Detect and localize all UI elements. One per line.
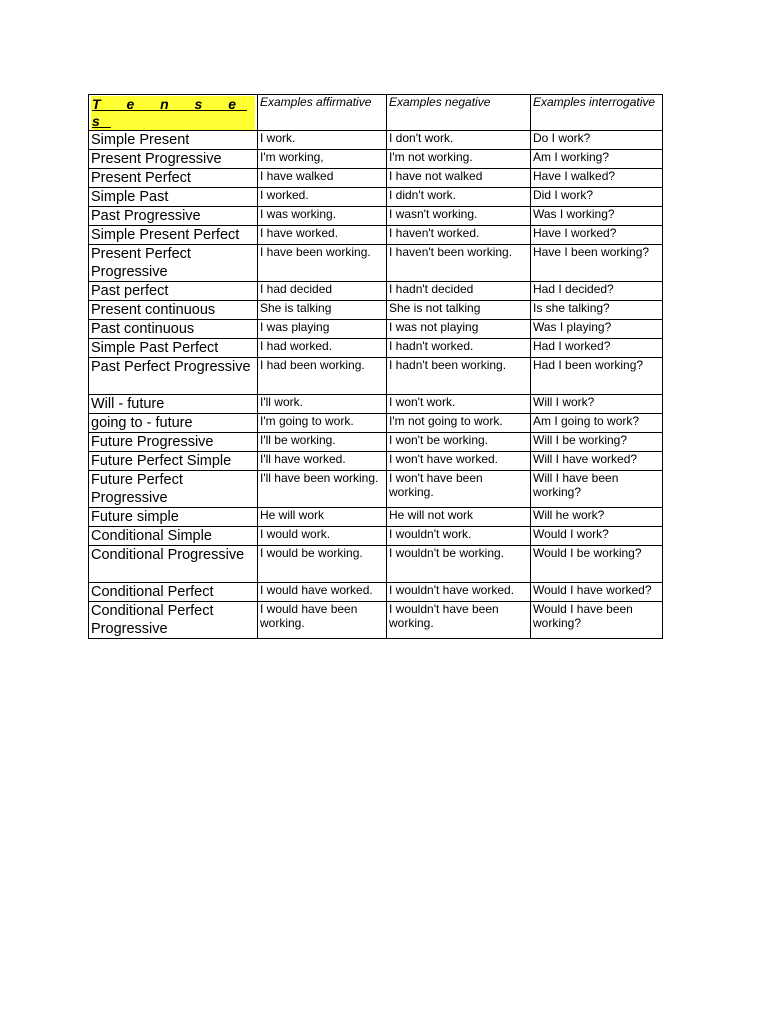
example-affirmative: I would be working. xyxy=(258,546,387,583)
tense-name: Future Perfect Simple xyxy=(89,452,258,471)
example-interrogative: Had I been working? xyxy=(531,358,663,395)
example-affirmative: I'll have worked. xyxy=(258,452,387,471)
example-affirmative: I was playing xyxy=(258,320,387,339)
example-affirmative: I'll work. xyxy=(258,395,387,414)
table-header-row xyxy=(89,95,663,131)
tense-name: Past perfect xyxy=(89,282,258,301)
table-row xyxy=(89,583,663,602)
tense-name: Future simple xyxy=(89,508,258,527)
example-affirmative: I worked. xyxy=(258,188,387,207)
example-negative: I wouldn't have worked. xyxy=(387,583,531,602)
example-affirmative: I work. xyxy=(258,131,387,150)
table-row xyxy=(89,527,663,546)
table-row xyxy=(89,301,663,320)
tense-name: Conditional Perfect Progressive xyxy=(89,602,258,639)
table-row xyxy=(89,358,663,395)
example-affirmative: I would work. xyxy=(258,527,387,546)
example-interrogative: Have I worked? xyxy=(531,226,663,245)
example-interrogative: Would I work? xyxy=(531,527,663,546)
example-negative: She is not talking xyxy=(387,301,531,320)
header-negative: Examples negative xyxy=(387,95,531,131)
table-row xyxy=(89,339,663,358)
tense-name: Simple Past xyxy=(89,188,258,207)
example-negative: I won't have worked. xyxy=(387,452,531,471)
tense-name: Simple Present Perfect xyxy=(89,226,258,245)
example-interrogative: Would I have worked? xyxy=(531,583,663,602)
example-negative: I'm not working. xyxy=(387,150,531,169)
example-affirmative: I have walked xyxy=(258,169,387,188)
example-affirmative: I had been working. xyxy=(258,358,387,395)
example-interrogative: Do I work? xyxy=(531,131,663,150)
table-row xyxy=(89,188,663,207)
example-affirmative: He will work xyxy=(258,508,387,527)
example-negative: I won't work. xyxy=(387,395,531,414)
table-row xyxy=(89,245,663,282)
example-negative: I won't be working. xyxy=(387,433,531,452)
table-row xyxy=(89,131,663,150)
table-row xyxy=(89,169,663,188)
table-row xyxy=(89,546,663,583)
tense-name: Future Perfect Progressive xyxy=(89,471,258,508)
example-affirmative: I would have worked. xyxy=(258,583,387,602)
tenses-title: T e n s e s xyxy=(91,96,255,130)
example-negative: I haven't been working. xyxy=(387,245,531,282)
example-negative: I didn't work. xyxy=(387,188,531,207)
example-negative: I was not playing xyxy=(387,320,531,339)
example-negative: I wouldn't have been working. xyxy=(387,602,531,639)
example-affirmative: I have worked. xyxy=(258,226,387,245)
table-row xyxy=(89,282,663,301)
example-affirmative: I'll have been working. xyxy=(258,471,387,508)
example-affirmative: I had decided xyxy=(258,282,387,301)
tense-name: Present continuous xyxy=(89,301,258,320)
tense-name: Past continuous xyxy=(89,320,258,339)
example-affirmative: I'm working, xyxy=(258,150,387,169)
tense-name: Past Progressive xyxy=(89,207,258,226)
header-interrogative: Examples interrogative xyxy=(531,95,663,131)
example-affirmative: I'll be working. xyxy=(258,433,387,452)
example-interrogative: Is she talking? xyxy=(531,301,663,320)
example-interrogative: Will I have worked? xyxy=(531,452,663,471)
table-row xyxy=(89,150,663,169)
table-row xyxy=(89,508,663,527)
tense-name: Simple Past Perfect xyxy=(89,339,258,358)
example-interrogative: Would I have been working? xyxy=(531,602,663,639)
tense-name: Future Progressive xyxy=(89,433,258,452)
tense-name: Past Perfect Progressive xyxy=(89,358,258,395)
tenses-title-cell xyxy=(89,95,258,131)
example-negative: I'm not going to work. xyxy=(387,414,531,433)
example-interrogative: Am I going to work? xyxy=(531,414,663,433)
example-negative: I hadn't worked. xyxy=(387,339,531,358)
table-row xyxy=(89,395,663,414)
tense-name: Will - future xyxy=(89,395,258,414)
example-affirmative: I have been working. xyxy=(258,245,387,282)
example-affirmative: I'm going to work. xyxy=(258,414,387,433)
tense-name: Conditional Simple xyxy=(89,527,258,546)
example-negative: I wouldn't work. xyxy=(387,527,531,546)
example-interrogative: Was I working? xyxy=(531,207,663,226)
example-interrogative: Have I walked? xyxy=(531,169,663,188)
example-affirmative: I was working. xyxy=(258,207,387,226)
example-interrogative: Did I work? xyxy=(531,188,663,207)
table-row xyxy=(89,471,663,508)
example-affirmative: I had worked. xyxy=(258,339,387,358)
example-negative: I won't have been working. xyxy=(387,471,531,508)
example-affirmative: I would have been working. xyxy=(258,602,387,639)
table-row xyxy=(89,226,663,245)
example-affirmative: She is talking xyxy=(258,301,387,320)
tense-name: Present Perfect xyxy=(89,169,258,188)
tense-name: Conditional Perfect xyxy=(89,583,258,602)
tense-name: Present Progressive xyxy=(89,150,258,169)
header-affirmative: Examples affirmative xyxy=(258,95,387,131)
example-interrogative: Have I been working? xyxy=(531,245,663,282)
example-interrogative: Had I decided? xyxy=(531,282,663,301)
example-interrogative: Will I have been working? xyxy=(531,471,663,508)
example-interrogative: Was I playing? xyxy=(531,320,663,339)
tense-name: Conditional Progressive xyxy=(89,546,258,583)
table-row xyxy=(89,320,663,339)
table-row xyxy=(89,602,663,639)
tense-name: Simple Present xyxy=(89,131,258,150)
example-negative: I don't work. xyxy=(387,131,531,150)
example-interrogative: Will I be working? xyxy=(531,433,663,452)
example-negative: He will not work xyxy=(387,508,531,527)
example-negative: I hadn't decided xyxy=(387,282,531,301)
example-negative: I hadn't been working. xyxy=(387,358,531,395)
table-row xyxy=(89,452,663,471)
table-row xyxy=(89,207,663,226)
example-interrogative: Will he work? xyxy=(531,508,663,527)
example-negative: I wasn't working. xyxy=(387,207,531,226)
example-interrogative: Am I working? xyxy=(531,150,663,169)
example-interrogative: Had I worked? xyxy=(531,339,663,358)
example-negative: I wouldn't be working. xyxy=(387,546,531,583)
tenses-table xyxy=(88,94,663,639)
example-negative: I haven't worked. xyxy=(387,226,531,245)
table-row xyxy=(89,433,663,452)
example-interrogative: Would I be working? xyxy=(531,546,663,583)
example-negative: I have not walked xyxy=(387,169,531,188)
table-row xyxy=(89,414,663,433)
tense-name: going to - future xyxy=(89,414,258,433)
example-interrogative: Will I work? xyxy=(531,395,663,414)
tense-name: Present Perfect Progressive xyxy=(89,245,258,282)
